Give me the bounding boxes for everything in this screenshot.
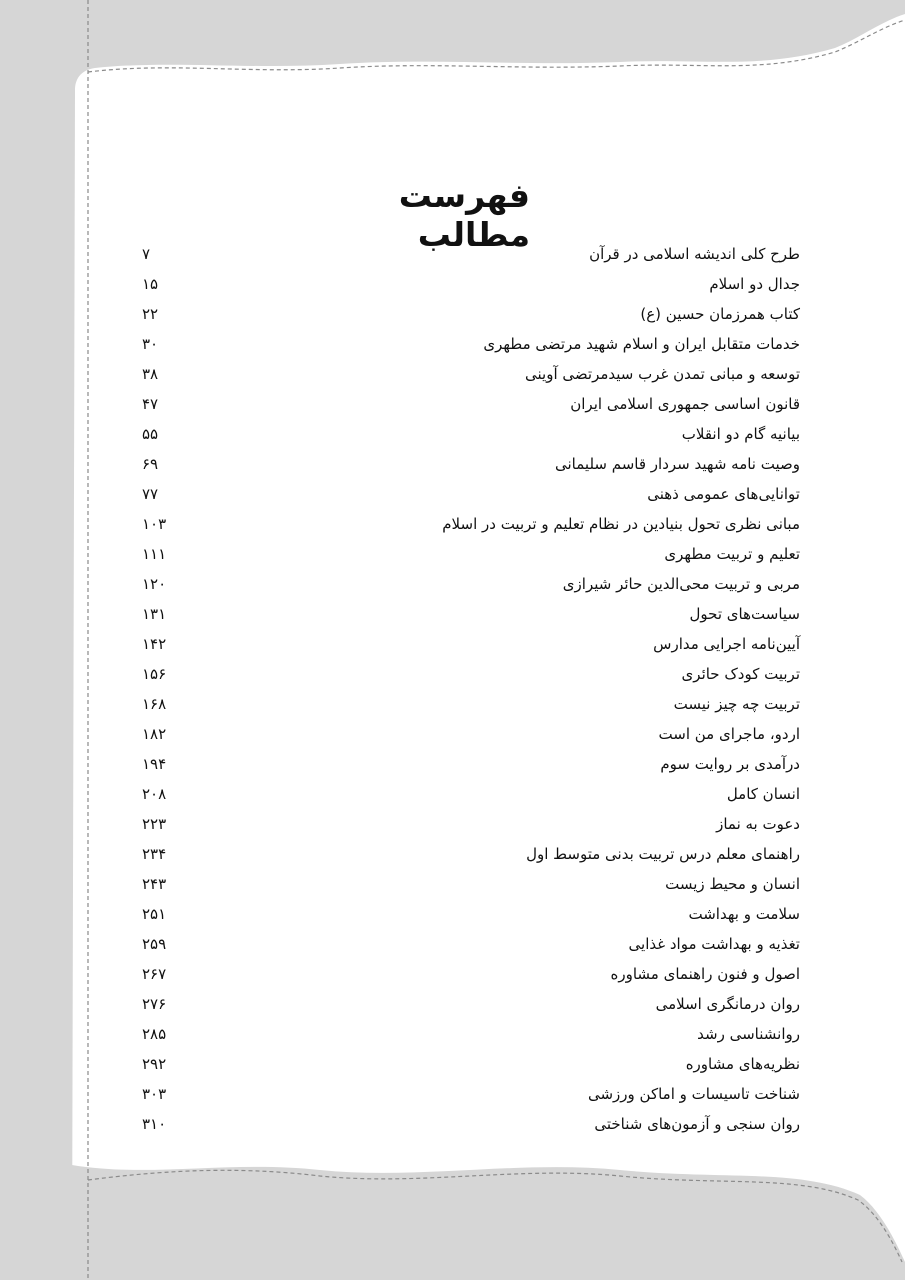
toc-entry-page: ۱۵۶ xyxy=(142,665,167,683)
toc-entry-page: ۱۸۲ xyxy=(142,725,167,743)
toc-entry-page: ۷۷ xyxy=(142,485,159,503)
toc-row xyxy=(138,720,800,750)
toc-entry-title: تربیت کودک حائری xyxy=(681,665,800,683)
toc-row xyxy=(138,900,800,930)
toc-entry-page: ۶۹ xyxy=(142,455,159,473)
toc-entry-title: خدمات متقابل ایران و اسلام شهید مرتضی مطهری xyxy=(483,335,800,353)
toc-entry-page: ۲۲۳ xyxy=(142,815,167,833)
toc-row xyxy=(138,480,800,510)
toc-entry-title: انسان کامل xyxy=(726,785,800,803)
toc-row xyxy=(138,750,800,780)
toc-entry-page: ۱۵ xyxy=(142,275,159,293)
toc-entry-title: طرح کلی اندیشه اسلامی در قرآن xyxy=(589,245,800,263)
toc-row xyxy=(138,840,800,870)
bottom-band xyxy=(72,1165,905,1280)
toc-entry-page: ۱۴۲ xyxy=(142,635,167,653)
toc-entry-page: ۱۹۴ xyxy=(142,755,167,773)
toc-entry-title: آیین‌نامه اجرایی مدارس xyxy=(653,635,800,653)
toc-entry-page: ۲۴۳ xyxy=(142,875,167,893)
toc-entry-page: ۴۷ xyxy=(142,395,159,413)
toc-entry-page: ۱۶۸ xyxy=(142,695,167,713)
toc-entry-title: تعلیم و تربیت مطهری xyxy=(664,545,800,563)
toc-entry-page: ۲۹۲ xyxy=(142,1055,167,1073)
page-title: فهرست مطالب xyxy=(398,176,530,254)
toc-entry-title: توانایی‌های عمومی ذهنی xyxy=(647,485,800,503)
toc-row xyxy=(138,300,800,330)
toc-entry-title: مبانی نظری تحول بنیادین در نظام تعلیم و تربیت در اسلام xyxy=(442,515,800,533)
toc-entry-page: ۲۶۷ xyxy=(142,965,167,983)
toc-row xyxy=(138,1020,800,1050)
toc-entry-page: ۷ xyxy=(142,245,151,263)
toc-entry-title: نظریه‌های مشاوره xyxy=(685,1055,800,1073)
toc-entry-title: دعوت به نماز xyxy=(716,815,800,833)
toc-entry-page: ۵۵ xyxy=(142,425,159,443)
toc-entry-page: ۳۸ xyxy=(142,365,159,383)
toc-entry-page: ۲۷۶ xyxy=(142,995,167,1013)
toc-row xyxy=(138,960,800,990)
toc-entry-page: ۲۸۵ xyxy=(142,1025,167,1043)
toc-row xyxy=(138,870,800,900)
toc-row xyxy=(138,540,800,570)
toc-row xyxy=(138,600,800,630)
toc-entry-page: ۳۰ xyxy=(142,335,159,353)
toc-row xyxy=(138,570,800,600)
toc-entry-title: سلامت و بهداشت xyxy=(688,905,800,923)
toc-row xyxy=(138,510,800,540)
table-of-contents xyxy=(138,240,800,1140)
toc-entry-title: تغذیه و بهداشت مواد غذایی xyxy=(628,935,800,953)
toc-entry-page: ۲۳۴ xyxy=(142,845,167,863)
toc-entry-title: شناخت تاسیسات و اماکن ورزشی xyxy=(587,1085,800,1103)
toc-entry-title: انسان و محیط زیست xyxy=(665,875,800,893)
toc-entry-page: ۱۳۱ xyxy=(142,605,167,623)
toc-row xyxy=(138,1080,800,1110)
toc-row xyxy=(138,270,800,300)
toc-entry-page: ۱۰۳ xyxy=(142,515,167,533)
toc-entry-title: مربی و تربیت محی‌الدین حائر شیرازی xyxy=(562,575,800,593)
toc-entry-title: جدال دو اسلام xyxy=(709,275,800,293)
toc-row xyxy=(138,810,800,840)
toc-entry-title: روان سنجی و آزمون‌های شناختی xyxy=(594,1115,800,1133)
toc-entry-title: درآمدی بر روایت سوم xyxy=(660,755,800,773)
toc-entry-page: ۱۱۱ xyxy=(142,545,167,563)
toc-entry-title: وصیت نامه شهید سردار قاسم سلیمانی xyxy=(555,455,800,473)
toc-entry-title: توسعه و مبانی تمدن غرب سیدمرتضی آوینی xyxy=(525,365,800,383)
toc-row xyxy=(138,450,800,480)
toc-entry-page: ۲۵۱ xyxy=(142,905,167,923)
toc-row xyxy=(138,660,800,690)
toc-row xyxy=(138,1110,800,1140)
toc-entry-title: کتاب همرزمان حسین (ع) xyxy=(640,305,800,323)
toc-row xyxy=(138,330,800,360)
toc-entry-title: سیاست‌های تحول xyxy=(689,605,800,623)
toc-entry-page: ۳۰۳ xyxy=(142,1085,167,1103)
toc-row xyxy=(138,1050,800,1080)
toc-row xyxy=(138,780,800,810)
toc-entry-title: قانون اساسی جمهوری اسلامی ایران xyxy=(570,395,800,413)
toc-entry-title: روان درمانگری اسلامی xyxy=(655,995,800,1013)
toc-entry-title: راهنمای معلم درس تربیت بدنی متوسط اول xyxy=(526,845,800,863)
toc-entry-title: اصول و فنون راهنمای مشاوره xyxy=(610,965,800,983)
toc-entry-title: روانشناسی رشد xyxy=(697,1025,800,1043)
toc-row xyxy=(138,420,800,450)
toc-entry-page: ۲۰۸ xyxy=(142,785,167,803)
toc-row xyxy=(138,990,800,1020)
toc-entry-title: بیانیه گام دو انقلاب xyxy=(681,425,800,443)
toc-row xyxy=(138,630,800,660)
toc-entry-title: تربیت چه چیز نیست xyxy=(673,695,800,713)
toc-row xyxy=(138,390,800,420)
toc-row xyxy=(138,240,800,270)
toc-entry-page: ۲۲ xyxy=(142,305,159,323)
toc-row xyxy=(138,930,800,960)
toc-entry-page: ۱۲۰ xyxy=(142,575,167,593)
toc-entry-page: ۲۵۹ xyxy=(142,935,167,953)
toc-row xyxy=(138,360,800,390)
toc-entry-title: اردو، ماجرای من است xyxy=(658,725,800,743)
toc-entry-page: ۳۱۰ xyxy=(142,1115,167,1133)
toc-row xyxy=(138,690,800,720)
